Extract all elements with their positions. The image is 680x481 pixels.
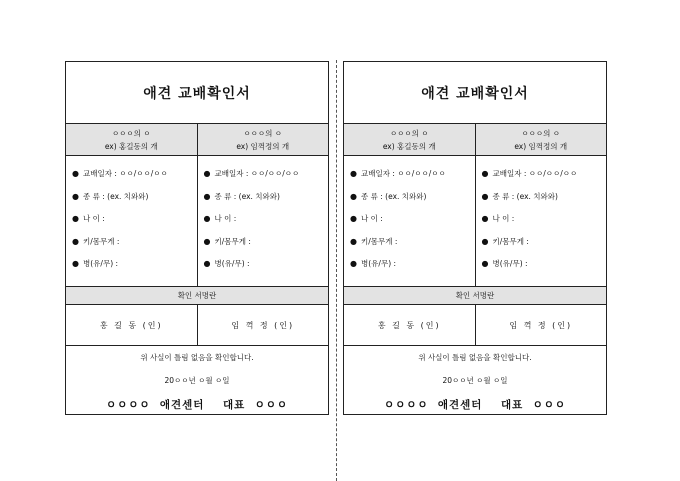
- signature-cell-right: 임 꺽 정 (인): [197, 305, 329, 345]
- owner-name: ㅇㅇㅇ의 ㅇ: [389, 128, 429, 138]
- bullet-icon: ●: [203, 214, 211, 223]
- bullet-icon: ●: [481, 259, 489, 268]
- bullet-icon: ●: [72, 191, 79, 201]
- signature-header: 확인 서명란: [66, 287, 328, 305]
- bullet-icon: ●: [72, 259, 79, 268]
- info-item: ● 키/몸무게 :: [482, 234, 607, 257]
- info-item: ● 병(유/무) :: [482, 256, 607, 279]
- confirm-statement: 위 사실이 틀림 없음을 확인합니다.: [140, 353, 254, 362]
- bullet-icon: ●: [350, 191, 357, 201]
- certificate-title: 애견 교배확인서: [66, 62, 328, 124]
- owner-header-row: [66, 124, 328, 156]
- issue-date: 20ㅇㅇ년 ㅇ월 ㅇ일: [164, 376, 230, 385]
- info-item: ● 종 류 : (ex. 치와와): [482, 189, 607, 212]
- info-item: ● 종 류 : (ex. 치와와): [204, 189, 329, 212]
- info-item: ● 교배일자 : ㅇㅇ/ㅇㅇ/ㅇㅇ: [482, 166, 607, 189]
- info-item: ● 병(유/무) :: [72, 256, 197, 279]
- signature-row: [344, 305, 606, 346]
- certificate-card-right: [343, 61, 607, 415]
- issue-date: 20ㅇㅇ년 ㅇ월 ㅇ일: [442, 376, 508, 385]
- info-item: ● 나 이 :: [482, 211, 607, 234]
- owner-cell-right: [197, 124, 329, 155]
- owner-example: ex) 임꺽정의 개: [236, 141, 290, 151]
- dog-info-section: [66, 156, 328, 287]
- bullet-icon: ●: [481, 191, 489, 201]
- info-item: ● 키/몸무게 :: [204, 234, 329, 257]
- bullet-icon: ●: [481, 236, 489, 246]
- bullet-icon: ●: [203, 169, 211, 178]
- owner-example: ex) 임꺽정의 개: [514, 141, 568, 151]
- info-item: ● 종 류 : (ex. 치와와): [72, 189, 197, 212]
- owner-example: ex) 홍길동의 개: [382, 141, 436, 151]
- bullet-icon: ●: [481, 214, 489, 223]
- bullet-icon: ●: [350, 259, 357, 268]
- bullet-icon: ●: [72, 214, 79, 223]
- signature-header: 확인 서명란: [344, 287, 606, 305]
- certificate-title: 애견 교배확인서: [344, 62, 606, 124]
- signature-cell-right: 임 꺽 정 (인): [475, 305, 607, 345]
- certificate-card-left: [65, 61, 329, 415]
- bullet-icon: ●: [72, 236, 79, 246]
- owner-name: ㅇㅇㅇ의 ㅇ: [111, 128, 151, 138]
- info-item: ● 종 류 : (ex. 치와와): [350, 189, 475, 212]
- owner-name: ㅇㅇㅇ의 ㅇ: [243, 128, 283, 138]
- bullet-icon: ●: [481, 169, 489, 178]
- owner-cell-right: [475, 124, 607, 155]
- dog-info-column-left: [66, 156, 197, 286]
- signature-row: [66, 305, 328, 346]
- confirm-statement: 위 사실이 틀림 없음을 확인합니다.: [418, 353, 532, 362]
- cut-line: [336, 60, 337, 481]
- dog-info-column-right: [197, 156, 329, 286]
- issuer-name: ㅇㅇㅇㅇ 애견센터 대표 ㅇㅇㅇ: [383, 399, 567, 411]
- info-item: ● 나 이 :: [350, 211, 475, 234]
- dog-info-section: [344, 156, 606, 287]
- info-item: ● 병(유/무) :: [350, 256, 475, 279]
- dog-info-column-left: [344, 156, 475, 286]
- bullet-icon: ●: [203, 259, 211, 268]
- bullet-icon: ●: [350, 236, 357, 246]
- owner-name: ㅇㅇㅇ의 ㅇ: [521, 128, 561, 138]
- bullet-icon: ●: [350, 169, 357, 178]
- info-item: ● 키/몸무게 :: [350, 234, 475, 257]
- info-item: ● 병(유/무) :: [204, 256, 329, 279]
- info-item: ● 나 이 :: [204, 211, 329, 234]
- issuer-name: ㅇㅇㅇㅇ 애견센터 대표 ㅇㅇㅇ: [105, 399, 289, 411]
- info-item: ● 나 이 :: [72, 211, 197, 234]
- dog-info-column-right: [475, 156, 607, 286]
- bullet-icon: ●: [72, 169, 79, 178]
- owner-cell-left: [344, 124, 475, 155]
- info-item: ● 교배일자 : ㅇㅇ/ㅇㅇ/ㅇㅇ: [204, 166, 329, 189]
- owner-cell-left: [66, 124, 197, 155]
- info-item: ● 교배일자 : ㅇㅇ/ㅇㅇ/ㅇㅇ: [350, 166, 475, 189]
- bullet-icon: ●: [203, 191, 211, 201]
- bullet-icon: ●: [350, 214, 357, 223]
- bullet-icon: ●: [203, 236, 211, 246]
- owner-example: ex) 홍길동의 개: [104, 141, 158, 151]
- signature-cell-left: 홍 길 동 (인): [99, 320, 163, 330]
- signature-cell-left: 홍 길 동 (인): [377, 320, 441, 330]
- info-item: ● 키/몸무게 :: [72, 234, 197, 257]
- info-item: ● 교배일자 : ㅇㅇ/ㅇㅇ/ㅇㅇ: [72, 166, 197, 189]
- owner-header-row: [344, 124, 606, 156]
